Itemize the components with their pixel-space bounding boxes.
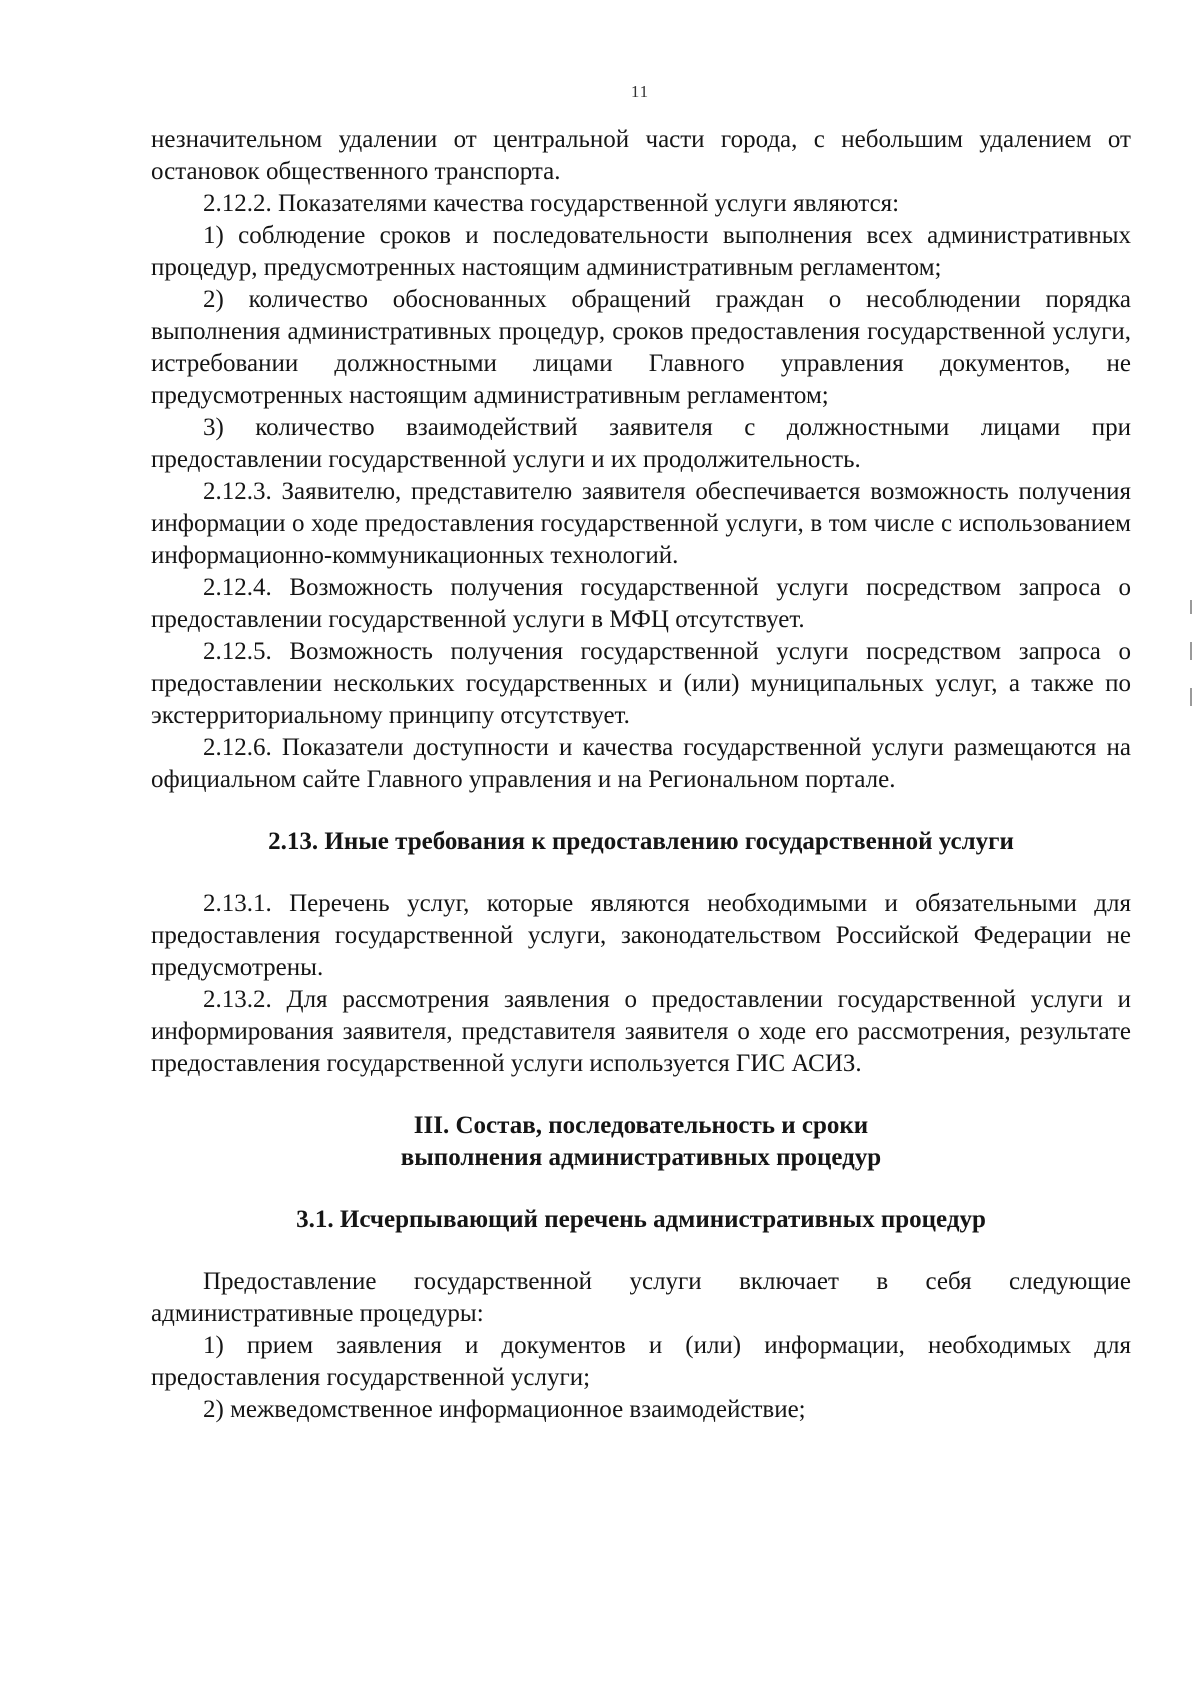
paragraph: 2.13.2. Для рассмотрения заявления о предоставлении государственной услуги и информирования заявителя, представителя заявителя о ходе его рассмотрения, результате предоставления государственной услуги используется ГИС АСИЗ. — [151, 986, 1131, 1077]
document-body — [151, 124, 1131, 1426]
paragraph: 2) количество обоснованных обращений граждан о несоблюдении порядка выполнения административных процедур, сроков предоставления государственной услуги, истребовании должностными лицами Главного управления документов, не предусмотренных настоящим административным регламентом; — [151, 286, 1131, 409]
section-spacer — [151, 1080, 1131, 1110]
section-spacer — [151, 858, 1131, 888]
section-heading-2-13: 2.13. Иные требования к предоставлению государственной услуги — [268, 828, 1014, 855]
section-heading-iii-line1: III. Состав, последовательность и сроки — [413, 1112, 869, 1139]
paragraph: 2.12.5. Возможность получения государственной услуги посредством запроса о предоставлении нескольких государственных и (или) муниципальных услуг, а также по экстерриториальному принципу отсутствует. — [151, 638, 1131, 729]
scan-margin-marks — [1190, 600, 1196, 734]
paragraph: 3) количество взаимодействий заявителя с должностными лицами при предоставлении государственной услуги и их продолжительность. — [151, 414, 1131, 473]
scan-mark — [1190, 642, 1192, 660]
paragraph: 2.12.3. Заявителю, представителю заявителя обеспечивается возможность получения информации о ходе предоставления государственной услуги, в том числе с использованием информационно-коммуникационных технологий. — [151, 478, 1131, 569]
section-heading-3-1: 3.1. Исчерпывающий перечень административных процедур — [296, 1206, 986, 1233]
paragraph: Предоставление государственной услуги включает в себя следующие административные процедуры: — [151, 1268, 1131, 1327]
paragraph: 1) соблюдение сроков и последовательности выполнения всех административных процедур, предусмотренных настоящим административным регламентом; — [151, 222, 1131, 281]
paragraph: 1) прием заявления и документов и (или) информации, необходимых для предоставления государственной услуги; — [151, 1332, 1131, 1391]
section-spacer — [151, 1174, 1131, 1204]
section-spacer — [151, 1236, 1131, 1266]
section-heading-iii-line2: выполнения административных процедур — [400, 1144, 882, 1171]
scan-mark — [1190, 600, 1192, 614]
paragraph: 2) межведомственное информационное взаимодействие; — [203, 1396, 806, 1423]
paragraph: 2.12.2. Показателями качества государственной услуги являются: — [203, 190, 900, 217]
paragraph: 2.12.6. Показатели доступности и качества государственной услуги размещаются на официальном сайте Главного управления и на Региональном портале. — [151, 734, 1131, 793]
page-number: 11 — [630, 82, 650, 101]
section-spacer — [151, 796, 1131, 826]
scan-mark — [1190, 688, 1192, 706]
paragraph: 2.13.1. Перечень услуг, которые являются необходимыми и обязательными для предоставления государственной услуги, законодательством Российской Федерации не предусмотрены. — [151, 890, 1131, 981]
paragraph: незначительном удалении от центральной части города, с небольшим удалением от остановок общественного транспорта. — [151, 126, 1131, 185]
paragraph: 2.12.4. Возможность получения государственной услуги посредством запроса о предоставлении государственной услуги в МФЦ отсутствует. — [151, 574, 1131, 633]
